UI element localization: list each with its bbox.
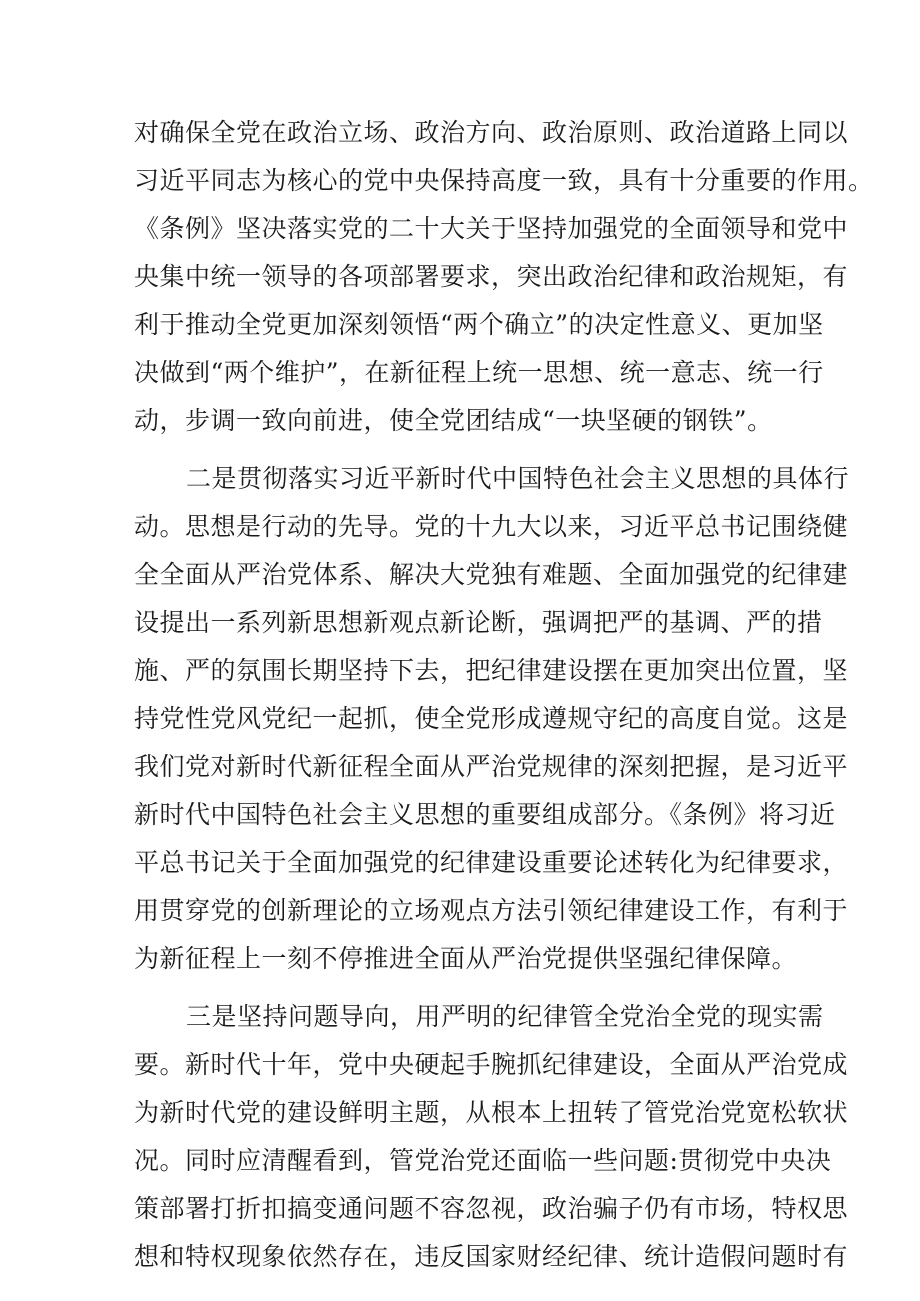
text-line: 设提出一系列新思想新观点新论断，强调把严的基调、严的措 [134, 608, 823, 637]
text-line: 持党性党风党纪一起抓，使全党形成遵规守纪的高度自觉。这是 [134, 704, 849, 733]
text-line: 我们党对新时代新征程全面从严治党规律的深刻把握，是习近平 [134, 752, 849, 781]
paragraph-start-line: 二是贯彻落实习近平新时代中国特色社会主义思想的具体行 [186, 464, 850, 493]
text-line: 对确保全党在政治立场、政治方向、政治原则、政治道路上同以 [134, 118, 849, 147]
text-line: 《条例》坚决落实党的二十大关于坚持加强党的全面领导和党中 [134, 214, 849, 243]
paragraph-start-line: 三是坚持问题导向，用严明的纪律管全党治全党的现实需 [186, 1002, 824, 1031]
text-line: 施、严的氛围长期坚持下去，把纪律建设摆在更加突出位置，坚 [134, 656, 849, 685]
text-line: 央集中统一领导的各项部署要求，突出政治纪律和政治规矩，有 [134, 262, 849, 291]
text-line: 要。新时代十年，党中央硬起手腕抓纪律建设，全面从严治党成 [134, 1050, 849, 1079]
text-line: 全全面从严治党体系、解决大党独有难题、全面加强党的纪律建 [134, 560, 849, 589]
text-line: 利于推动全党更加深刻领悟“两个确立”的决定性意义、更加坚 [134, 310, 824, 339]
text-line: 想和特权现象依然存在，违反国家财经纪律、统计造假问题时有 [134, 1242, 849, 1271]
text-line: 为新时代党的建设鲜明主题，从根本上扭转了管党治党宽松软状 [134, 1098, 849, 1127]
text-line: 动，步调一致向前进，使全党团结成“一块坚硬的钢铁”。 [134, 406, 773, 435]
text-line: 况。同时应清醒看到，管党治党还面临一些问题:贯彻党中央决 [134, 1146, 832, 1175]
text-line: 动。思想是行动的先导。党的十九大以来，习近平总书记围绕健 [134, 512, 849, 541]
text-line: 习近平同志为核心的党中央保持高度一致，具有十分重要的作用。 [134, 166, 874, 195]
text-line: 用贯穿党的创新理论的立场观点方法引领纪律建设工作，有利于 [134, 896, 849, 925]
text-line: 平总书记关于全面加强党的纪律建设重要论述转化为纪律要求， [134, 848, 849, 877]
text-line: 决做到“两个维护”，在新征程上统一思想、统一意志、统一行 [134, 358, 824, 387]
text-line: 策部署打折扣搞变通问题不容忽视，政治骗子仍有市场，特权思 [134, 1194, 849, 1223]
text-line: 为新征程上一刻不停推进全面从严治党提供坚强纪律保障。 [134, 944, 798, 973]
text-line: 新时代中国特色社会主义思想的重要组成部分。《条例》将习近 [134, 800, 836, 829]
